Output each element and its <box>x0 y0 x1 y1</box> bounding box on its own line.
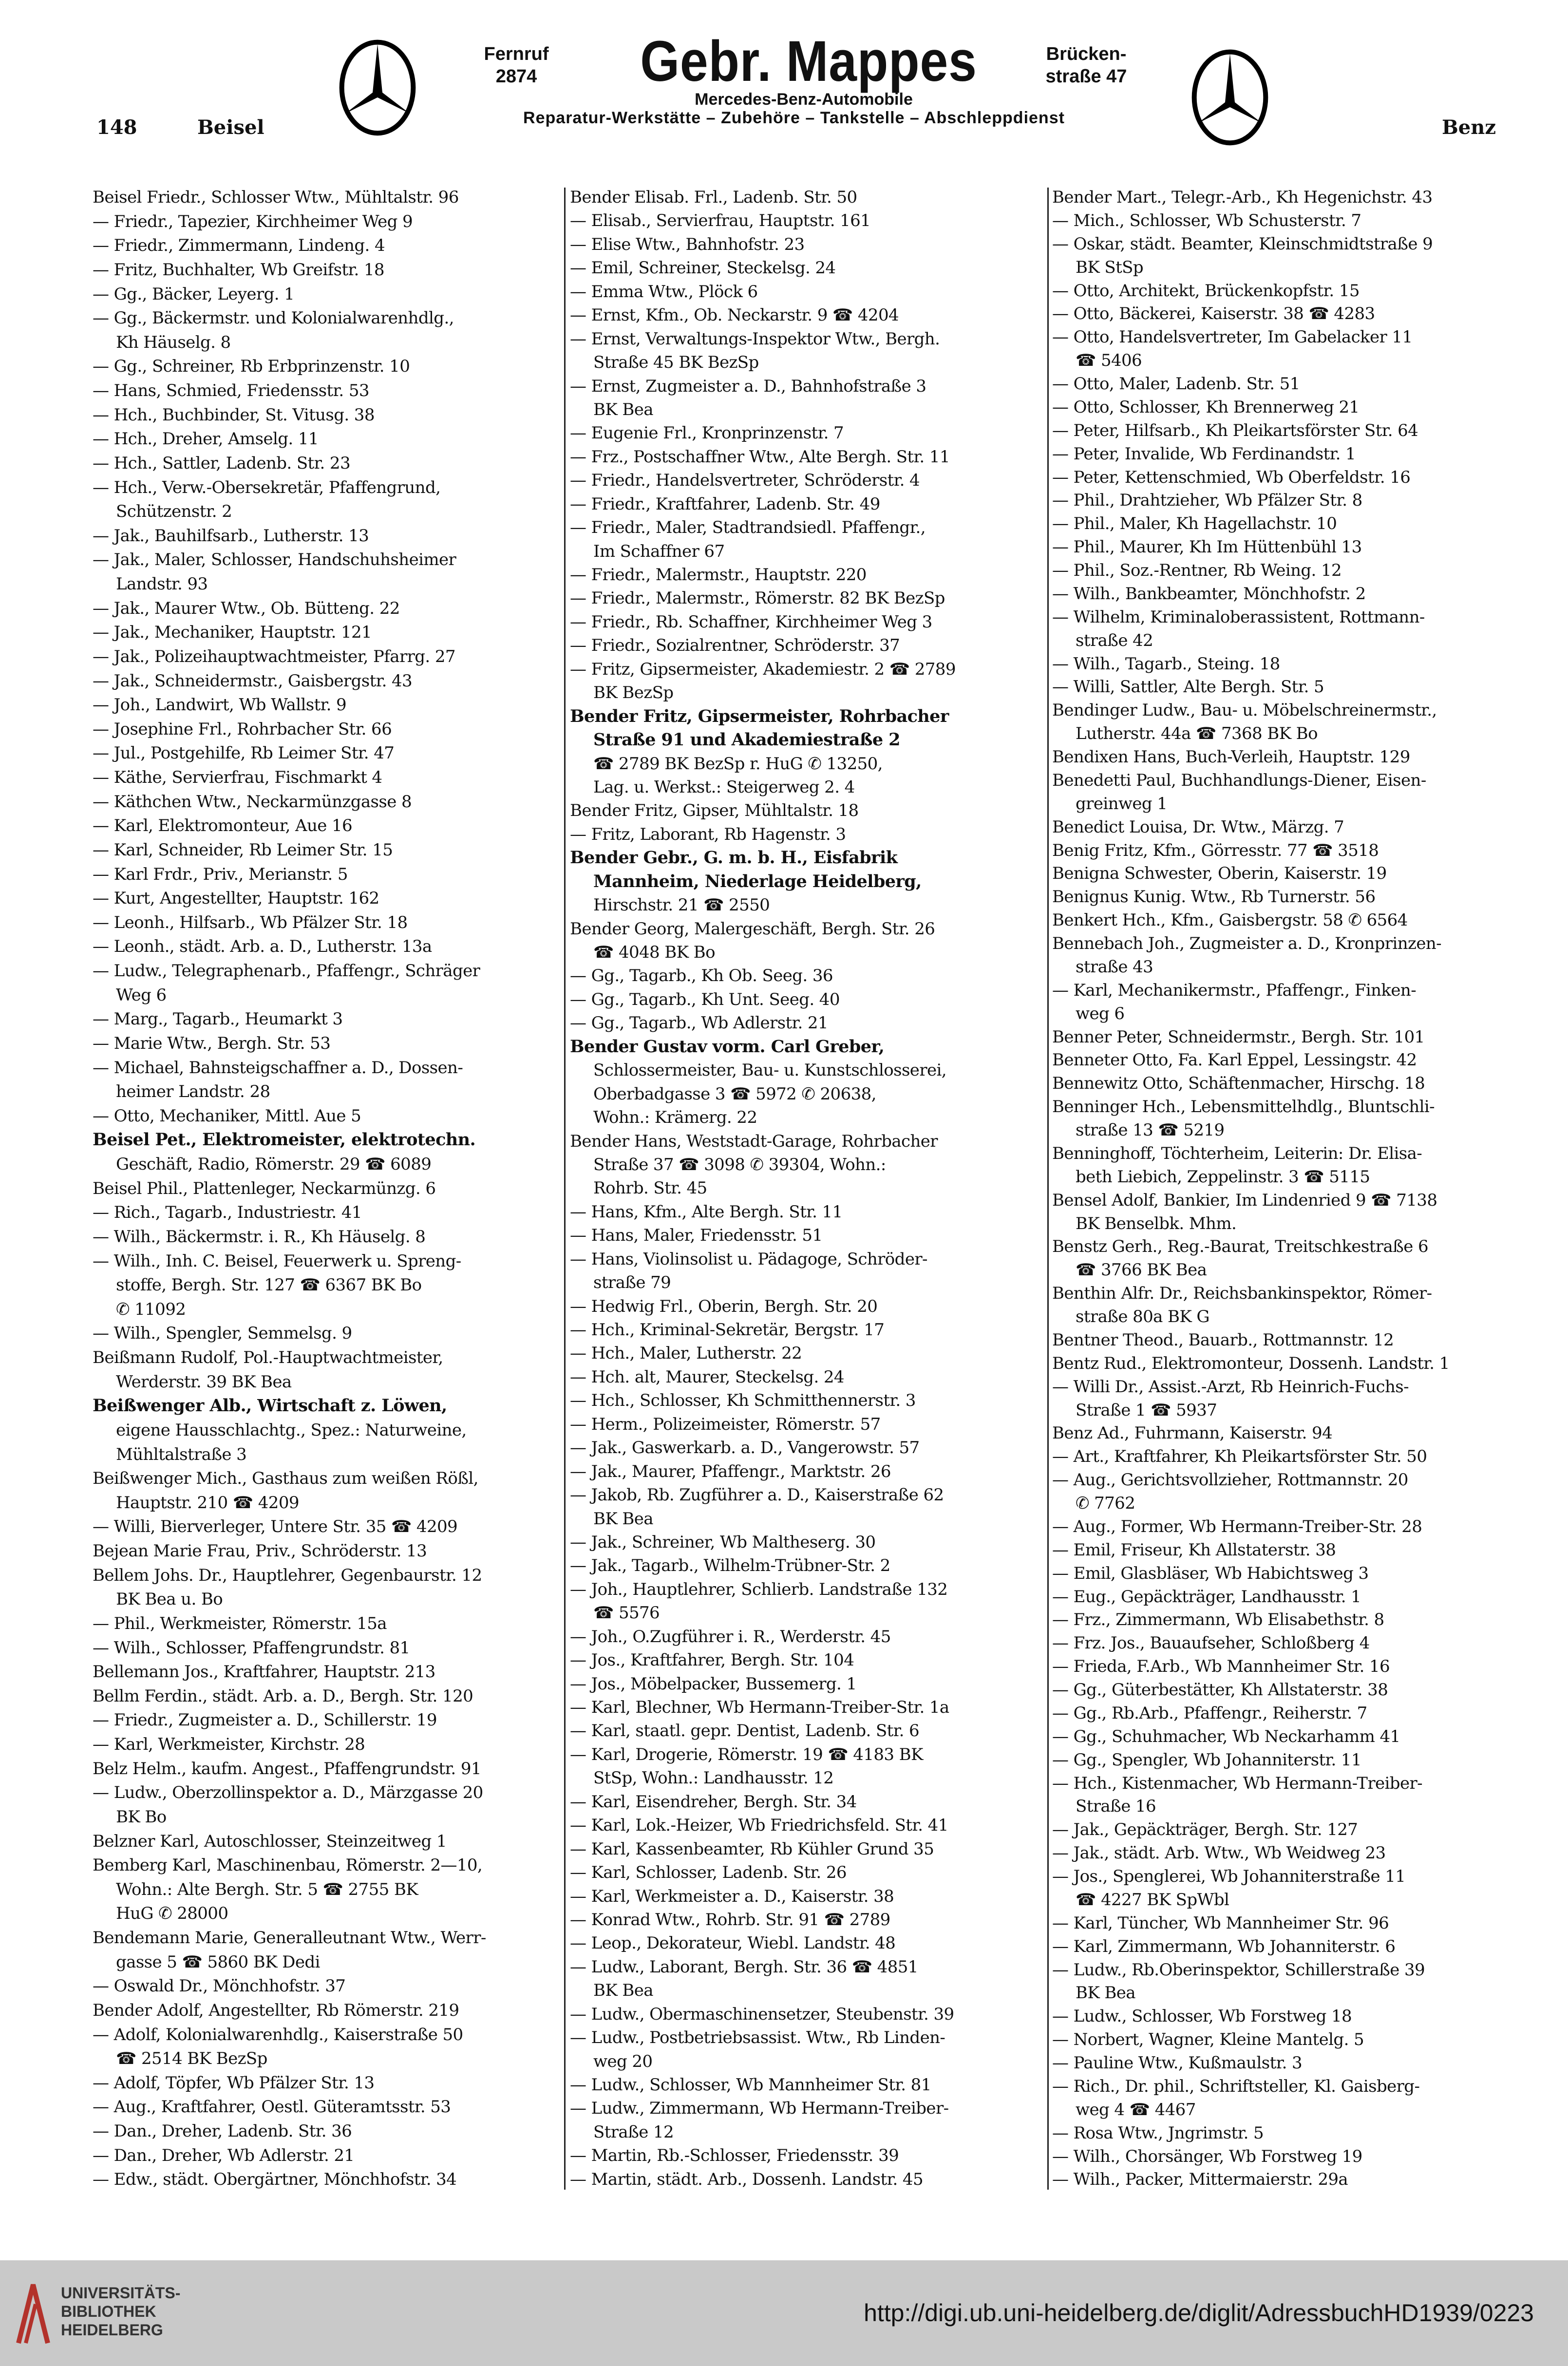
directory-entry-line: — Karl, Lok.-Heizer, Wb Friedrichsfeld. Str. 41 <box>570 1816 948 1836</box>
directory-entry-line: Bender Fritz, Gipser, Mühltalstr. 18 <box>570 801 859 821</box>
directory-entry-line: Straße 45 BK BezSp <box>593 353 759 373</box>
directory-entry-line: — Jak., Schreiner, Wb Maltheserg. 30 <box>570 1532 876 1552</box>
directory-entry-line: beth Liebich, Zeppelinstr. 3 ☎ 5115 <box>1076 1167 1370 1187</box>
directory-entry-line: Landstr. 93 <box>116 574 208 594</box>
directory-entry-line: — Hedwig Frl., Oberin, Bergh. Str. 20 <box>570 1296 878 1316</box>
directory-entry-line: — Fritz, Gipsermeister, Akademiestr. 2 ☎ 2789 <box>570 659 956 679</box>
directory-entry-line: — Hans, Violinsolist u. Pädagoge, Schröder- <box>570 1249 927 1269</box>
directory-entry-line: — Emma Wtw., Plöck 6 <box>570 282 758 302</box>
directory-entry-line: — Hans, Schmied, Friedensstr. 53 <box>93 381 369 400</box>
directory-entry-line: — Friedr., Rb. Schaffner, Kirchheimer Weg 3 <box>570 612 932 632</box>
directory-entry-line: — Martin, städt. Arb., Dossenh. Landstr. 45 <box>570 2169 923 2189</box>
directory-entry-line: — Phil., Werkmeister, Römerstr. 15a <box>93 1613 387 1633</box>
directory-entry-line: — Hch., Sattler, Ladenb. Str. 23 <box>93 453 351 473</box>
directory-entry-line: — Jak., Maler, Schlosser, Handschuhsheimer <box>93 550 456 570</box>
directory-entry-line: Benedict Louisa, Dr. Wtw., Märzg. 7 <box>1052 817 1344 837</box>
directory-entry-line: — Wilh., Bäckermstr. i. R., Kh Häuselg. 8 <box>93 1227 426 1247</box>
directory-entry-line: — Hch., Dreher, Amselg. 11 <box>93 429 319 449</box>
directory-entry-line: — Gg., Tagarb., Kh Ob. Seeg. 36 <box>570 966 833 986</box>
directory-entry-line: Wohn.: Alte Bergh. Str. 5 ☎ 2755 BK <box>116 1879 418 1899</box>
directory-entry-line: — Wilh., Inh. C. Beisel, Feuerwerk u. Spreng- <box>93 1251 461 1271</box>
directory-entry-line: — Emil, Glasbläser, Wb Habichtsweg 3 <box>1052 1563 1369 1583</box>
column-divider <box>564 188 566 2190</box>
footer-bar <box>0 2260 1568 2366</box>
directory-entry-line: — Wilh., Schlosser, Pfaffengrundstr. 81 <box>93 1638 410 1658</box>
directory-entry-line: — Mich., Schlosser, Wb Schusterstr. 7 <box>1052 210 1361 230</box>
directory-entry-line: BK StSp <box>1076 257 1144 277</box>
directory-entry-line: — Emil, Schreiner, Steckelsg. 24 <box>570 258 836 278</box>
directory-entry-line: — Adolf, Töpfer, Wb Pfälzer Str. 13 <box>93 2073 375 2093</box>
directory-entry-line: gasse 5 ☎ 5860 BK Dedi <box>116 1952 320 1972</box>
ad-phone-label: Fernruf <box>484 44 549 64</box>
directory-entry-line: Werderstr. 39 BK Bea <box>116 1372 292 1392</box>
directory-entry-line: Bentner Theod., Bauarb., Rottmannstr. 12 <box>1052 1330 1394 1350</box>
directory-entry-line: — Gg., Spengler, Wb Johanniterstr. 11 <box>1052 1750 1361 1770</box>
directory-entry-line: Bendixen Hans, Buch-Verleih, Hauptstr. 129 <box>1052 747 1410 767</box>
directory-column-3 <box>1052 188 1525 2190</box>
directory-entry-line: Lag. u. Werkst.: Steigerweg 2. 4 <box>593 777 855 797</box>
directory-entry-line: — Aug., Gerichtsvollzieher, Rottmannstr. 20 <box>1052 1470 1408 1490</box>
directory-entry-line: — Dan., Dreher, Ladenb. Str. 36 <box>93 2121 352 2141</box>
directory-entry-line: — Ludw., Oberzollinspektor a. D., Märzgasse 20 <box>93 1783 483 1803</box>
directory-entry-line: ✆ 11092 <box>116 1299 186 1319</box>
directory-entry-line: Straße 16 <box>1076 1797 1156 1817</box>
directory-entry-line: Mühltalstraße 3 <box>116 1444 247 1464</box>
directory-entry-line: Bender Georg, Malergeschäft, Bergh. Str. 26 <box>570 919 935 939</box>
directory-entry-line: BK Bea <box>1076 1983 1135 2003</box>
directory-entry-line: Beisel Pet., Elektromeister, elektrotechn. <box>93 1130 476 1150</box>
directory-entry-line: — Fritz, Laborant, Rb Hagenstr. 3 <box>570 824 846 844</box>
directory-entry-line: — Norbert, Wagner, Kleine Mantelg. 5 <box>1052 2030 1364 2050</box>
directory-entry-line: — Hch. alt, Maurer, Steckelsg. 24 <box>570 1367 844 1387</box>
directory-entry-line: Benneter Otto, Fa. Karl Eppel, Lessingstr. 42 <box>1052 1050 1417 1070</box>
directory-entry-line: HuG ✆ 28000 <box>116 1904 228 1924</box>
directory-entry-line: — Phil., Maurer, Kh Im Hüttenbühl 13 <box>1052 537 1362 557</box>
ad-services: Reparatur-Werkstätte – Zubehöre – Tankstelle – Abschleppdienst <box>523 109 1065 127</box>
directory-entry-line: StSp, Wohn.: Landhausstr. 12 <box>593 1768 834 1788</box>
directory-entry-line: — Jos., Möbelpacker, Bussemerg. 1 <box>570 1674 857 1694</box>
directory-entry-line: weg 6 <box>1076 1003 1125 1023</box>
directory-entry-line: — Karl, Mechanikermstr., Pfaffengr., Finken- <box>1052 980 1417 1000</box>
directory-entry-line: — Gg., Tagarb., Wb Adlerstr. 21 <box>570 1013 828 1033</box>
directory-entry-line: ☎ 4227 BK SpWbl <box>1076 1890 1229 1910</box>
directory-entry-line: — Willi, Bierverleger, Untere Str. 35 ☎ 4209 <box>93 1517 458 1537</box>
running-head-last: Benz <box>1442 116 1496 139</box>
directory-entry-line: — Jak., Maurer, Pfaffengr., Marktstr. 26 <box>570 1461 891 1481</box>
directory-entry-line: — Otto, Maler, Ladenb. Str. 51 <box>1052 374 1300 394</box>
directory-entry-line: Beißmann Rudolf, Pol.-Hauptwachtmeister, <box>93 1348 443 1367</box>
directory-entry-line: Benedetti Paul, Buchhandlungs-Diener, Eisen- <box>1052 770 1426 790</box>
directory-entry-line: — Karl, Schlosser, Ladenb. Str. 26 <box>570 1863 847 1883</box>
directory-entry-line: — Friedr., Sozialrentner, Schröderstr. 37 <box>570 636 900 656</box>
directory-entry-line: ☎ 2514 BK BezSp <box>116 2049 267 2069</box>
directory-entry-line: Bemberg Karl, Maschinenbau, Römerstr. 2—10, <box>93 1855 483 1875</box>
directory-entry-line: BK Bea <box>593 399 653 419</box>
directory-entry-line: Benninger Hch., Lebensmittelhdlg., Bluntschli- <box>1052 1097 1435 1117</box>
directory-entry-line: Beißwenger Alb., Wirtschaft z. Löwen, <box>93 1396 447 1416</box>
directory-entry-line: ☎ 3766 BK Bea <box>1076 1260 1207 1280</box>
directory-entry-line: — Friedr., Tapezier, Kirchheimer Weg 9 <box>93 211 413 231</box>
directory-entry-line: Benninghoff, Töchterheim, Leiterin: Dr. Elisa- <box>1052 1143 1422 1163</box>
column-divider <box>1047 188 1049 2190</box>
directory-entry-line: weg 4 ☎ 4467 <box>1076 2100 1196 2120</box>
directory-entry-line: Bender Mart., Telegr.-Arb., Kh Hegenichstr. 43 <box>1052 188 1433 207</box>
directory-entry-line: Weg 6 <box>116 985 167 1005</box>
directory-entry-line: Benkert Hch., Kfm., Gaisbergstr. 58 ✆ 6564 <box>1052 910 1408 930</box>
directory-entry-line: — Gg., Rb.Arb., Pfaffengr., Reiherstr. 7 <box>1052 1703 1367 1723</box>
directory-entry-line: Benz Ad., Fuhrmann, Kaiserstr. 94 <box>1052 1423 1333 1443</box>
directory-entry-line: — Jos., Spenglerei, Wb Johanniterstraße 11 <box>1052 1867 1406 1886</box>
directory-entry-line: — Gg., Schuhmacher, Wb Neckarhamm 41 <box>1052 1726 1400 1746</box>
directory-entry-line: Bendemann Marie, Generalleutnant Wtw., Werr- <box>93 1928 486 1948</box>
directory-entry-line: — Ludw., Telegraphenarb., Pfaffengr., Schräger <box>93 961 480 981</box>
directory-entry-line: — Dan., Dreher, Wb Adlerstr. 21 <box>93 2145 355 2165</box>
directory-entry-line: — Jul., Postgehilfe, Rb Leimer Str. 47 <box>93 743 395 763</box>
directory-entry-line: — Edw., städt. Obergärtner, Mönchhofstr. 34 <box>93 2170 457 2190</box>
directory-entry-line: — Joh., O.Zugführer i. R., Werderstr. 45 <box>570 1627 891 1647</box>
directory-entry-line: — Karl, staatl. gepr. Dentist, Ladenb. Str. 6 <box>570 1721 920 1741</box>
directory-entry-line: — Elise Wtw., Bahnhofstr. 23 <box>570 234 805 254</box>
directory-entry-line: — Willi, Sattler, Alte Bergh. Str. 5 <box>1052 677 1324 697</box>
ad-phone-number: 2874 <box>495 66 537 87</box>
directory-entry-line: weg 20 <box>593 2051 653 2071</box>
directory-entry-line: — Karl Frdr., Priv., Merianstr. 5 <box>93 864 348 884</box>
directory-entry-line: — Hch., Schlosser, Kh Schmitthennerstr. 3 <box>570 1391 916 1411</box>
directory-entry-line: Bennebach Joh., Zugmeister a. D., Kronprinzen- <box>1052 934 1442 953</box>
directory-entry-line: — Leop., Dekorateur, Wiebl. Landstr. 48 <box>570 1933 896 1953</box>
directory-entry-line: Belzner Karl, Autoschlosser, Steinzeitweg 1 <box>93 1831 447 1851</box>
directory-entry-line: — Rich., Tagarb., Industriestr. 41 <box>93 1203 362 1223</box>
directory-entry-line: — Joh., Landwirt, Wb Wallstr. 9 <box>93 695 347 715</box>
directory-entry-line: Bellem Johs. Dr., Hauptlehrer, Gegenbaurstr. 12 <box>93 1565 482 1585</box>
directory-entry-line: — Wilhelm, Kriminaloberassistent, Rottmann- <box>1052 607 1425 627</box>
directory-entry-line: ☎ 5576 <box>593 1603 660 1623</box>
directory-entry-line: — Adolf, Kolonialwarenhdlg., Kaiserstraße 50 <box>93 2025 463 2044</box>
directory-entry-line: — Karl, Tüncher, Wb Mannheimer Str. 96 <box>1052 1913 1389 1933</box>
directory-entry-line: — Rich., Dr. phil., Schriftsteller, Kl. Gaisberg- <box>1052 2076 1420 2096</box>
directory-entry-line: — Ludw., Schlosser, Wb Mannheimer Str. 81 <box>570 2075 931 2095</box>
directory-entry-line: — Friedr., Zugmeister a. D., Schillerstr. 19 <box>93 1710 437 1730</box>
directory-entry-line: greinweg 1 <box>1076 794 1168 814</box>
directory-entry-line: — Leonh., städt. Arb. a. D., Lutherstr. 13a <box>93 937 432 957</box>
directory-entry-line: — Jos., Kraftfahrer, Bergh. Str. 104 <box>570 1650 854 1670</box>
directory-entry-line: Bensel Adolf, Bankier, Im Lindenried 9 ☎ 7138 <box>1052 1190 1437 1210</box>
directory-entry-line: — Käthchen Wtw., Neckarmünzgasse 8 <box>93 792 412 812</box>
directory-entry-line: — Kurt, Angestellter, Hauptstr. 162 <box>93 889 379 909</box>
library-logo-icon <box>14 2275 53 2348</box>
library-name <box>61 2284 180 2339</box>
directory-entry-line: — Hans, Maler, Friedensstr. 51 <box>570 1226 823 1246</box>
directory-entry-line: — Wilh., Spengler, Semmelsg. 9 <box>93 1324 352 1344</box>
directory-entry-line: — Konrad Wtw., Rohrb. Str. 91 ☎ 2789 <box>570 1910 890 1930</box>
directory-entry-line: BK Benselbk. Mhm. <box>1076 1213 1237 1233</box>
directory-entry-line: — Jak., Maurer Wtw., Ob. Bütteng. 22 <box>93 598 400 618</box>
directory-entry-line: straße 79 <box>593 1273 671 1293</box>
directory-entry-line: Oberbadgasse 3 ☎ 5972 ✆ 20638, <box>593 1084 876 1104</box>
directory-entry-line: — Hch., Maler, Lutherstr. 22 <box>570 1344 802 1363</box>
directory-entry-line: Bellm Ferdin., städt. Arb. a. D., Bergh. Str. 120 <box>93 1686 473 1706</box>
directory-entry-line: — Peter, Kettenschmied, Wb Oberfeldstr. 16 <box>1052 467 1411 487</box>
directory-entry-line: — Joh., Hauptlehrer, Schlierb. Landstraße 132 <box>570 1579 948 1599</box>
ad-phone <box>468 43 565 88</box>
directory-entry-line: — Josephine Frl., Rohrbacher Str. 66 <box>93 719 392 739</box>
directory-entry-line: Bentz Rud., Elektromonteur, Dossenh. Landstr. 1 <box>1052 1353 1450 1373</box>
directory-entry-line: — Jak., städt. Arb. Wtw., Wb Weidweg 23 <box>1052 1843 1386 1863</box>
directory-entry-line: BK BezSp <box>593 683 674 703</box>
directory-entry-line: Bendinger Ludw., Bau- u. Möbelschreinermstr., <box>1052 700 1437 720</box>
directory-entry-line: — Jak., Polizeihauptwachtmeister, Pfarrg. 27 <box>93 646 455 666</box>
directory-entry-line: — Martin, Rb.-Schlosser, Friedensstr. 39 <box>570 2146 899 2166</box>
directory-entry-line: — Ludw., Postbetriebsassist. Wtw., Rb Linden- <box>570 2028 945 2048</box>
directory-entry-line: — Marg., Tagarb., Heumarkt 3 <box>93 1009 343 1029</box>
directory-entry-line: — Otto, Mechaniker, Mittl. Aue 5 <box>93 1106 361 1126</box>
directory-entry-line: — Art., Kraftfahrer, Kh Pleikartsförster Str. 50 <box>1052 1447 1427 1467</box>
directory-entry-line: Im Schaffner 67 <box>593 541 725 561</box>
library-name-line: BIBLIOTHEK <box>61 2303 156 2320</box>
directory-entry-line: Benignus Kunig. Wtw., Rb Turnerstr. 56 <box>1052 887 1376 907</box>
directory-entry-line: — Phil., Maler, Kh Hagellachstr. 10 <box>1052 514 1337 534</box>
directory-entry-line: Hauptstr. 210 ☎ 4209 <box>116 1493 299 1513</box>
directory-entry-line: — Karl, Elektromonteur, Aue 16 <box>93 816 353 836</box>
directory-entry-line: Straße 1 ☎ 5937 <box>1076 1400 1217 1420</box>
directory-entry-line: — Frz., Postschaffner Wtw., Alte Bergh. Str. 11 <box>570 447 950 467</box>
directory-entry-line: straße 80a BK G <box>1076 1307 1209 1326</box>
directory-entry-line: Benig Fritz, Kfm., Görresstr. 77 ☎ 3518 <box>1052 840 1379 860</box>
directory-entry-line: Straße 12 <box>593 2122 674 2142</box>
directory-entry-line: Benthin Alfr. Dr., Reichsbankinspektor, Römer- <box>1052 1284 1432 1304</box>
directory-entry-line: — Oskar, städt. Beamter, Kleinschmidtstraße 9 <box>1052 234 1433 254</box>
directory-entry-line: — Karl, Eisendreher, Bergh. Str. 34 <box>570 1792 857 1812</box>
directory-entry-line: eigene Hausschlachtg., Spez.: Naturweine, <box>116 1420 467 1440</box>
directory-entry-line: — Friedr., Handelsvertreter, Schröderstr. 4 <box>570 471 920 491</box>
directory-entry-line: Schützenstr. 2 <box>116 502 232 522</box>
directory-entry-line: — Eug., Gepäckträger, Landhausstr. 1 <box>1052 1587 1361 1607</box>
directory-entry-line: — Wilh., Tagarb., Steing. 18 <box>1052 654 1280 674</box>
directory-entry-line: straße 43 <box>1076 957 1153 977</box>
directory-entry-line: — Friedr., Malermstr., Römerstr. 82 BK BezSp <box>570 588 945 608</box>
directory-entry-line: — Frieda, F.Arb., Wb Mannheimer Str. 16 <box>1052 1657 1390 1677</box>
directory-entry-line: Bender Adolf, Angestellter, Rb Römerstr. 219 <box>93 2000 459 2020</box>
directory-entry-line: — Jak., Gaswerkarb. a. D., Vangerowstr. 57 <box>570 1438 920 1458</box>
directory-entry-line: Beisel Friedr., Schlosser Wtw., Mühltalstr. 96 <box>93 188 459 207</box>
directory-entry-line: — Aug., Kraftfahrer, Oestl. Güteramtsstr. 53 <box>93 2097 451 2117</box>
directory-entry-line: — Karl, Drogerie, Römerstr. 19 ☎ 4183 BK <box>570 1744 923 1764</box>
directory-entry-line: Geschäft, Radio, Römerstr. 29 ☎ 6089 <box>116 1155 432 1174</box>
directory-entry-line: — Gg., Güterbestätter, Kh Allstaterstr. 38 <box>1052 1680 1388 1700</box>
directory-entry-line: — Rosa Wtw., Jngrimstr. 5 <box>1052 2123 1264 2143</box>
directory-entry-line: straße 42 <box>1076 630 1153 650</box>
directory-entry-line: — Eugenie Frl., Kronprinzenstr. 7 <box>570 423 844 443</box>
directory-entry-line: — Wilh., Chorsänger, Wb Forstweg 19 <box>1052 2146 1362 2166</box>
directory-entry-line: — Frz. Jos., Bauaufseher, Schloßberg 4 <box>1052 1633 1370 1653</box>
mercedes-star-logo-icon <box>1189 49 1271 146</box>
directory-entry-line: — Hch., Kistenmacher, Wb Hermann-Treiber- <box>1052 1773 1423 1793</box>
directory-entry-line: Bejean Marie Frau, Priv., Schröderstr. 13 <box>93 1541 427 1561</box>
source-url-link[interactable]: http://digi.ub.uni-heidelberg.de/diglit/AdressbuchHD1939/0223 <box>864 2299 1534 2327</box>
mercedes-star-logo-icon <box>336 39 419 136</box>
directory-entry-line: Rohrb. Str. 45 <box>593 1178 707 1198</box>
directory-entry-line: — Peter, Invalide, Wb Ferdinandstr. 1 <box>1052 444 1356 464</box>
ad-address <box>1023 43 1150 88</box>
directory-entry-line: stoffe, Bergh. Str. 127 ☎ 6367 BK Bo <box>116 1275 422 1295</box>
directory-entry-line: — Phil., Soz.-Rentner, Rb Weing. 12 <box>1052 561 1342 580</box>
directory-entry-line: — Karl, Werkmeister a. D., Kaiserstr. 38 <box>570 1886 894 1906</box>
directory-entry-line: Benigna Schwester, Oberin, Kaiserstr. 19 <box>1052 864 1387 884</box>
directory-entry-line: — Karl, Kassenbeamter, Rb Kühler Grund 35 <box>570 1839 934 1859</box>
directory-entry-line: Mannheim, Niederlage Heidelberg, <box>593 871 922 891</box>
directory-entry-line: — Ludw., Zimmermann, Wb Hermann-Treiber- <box>570 2099 949 2119</box>
directory-entry-line: — Ernst, Kfm., Ob. Neckarstr. 9 ☎ 4204 <box>570 305 899 325</box>
directory-entry-line: — Karl, Werkmeister, Kirchstr. 28 <box>93 1735 365 1754</box>
directory-column-1 <box>93 188 560 2190</box>
directory-entry-line: — Jak., Gepäckträger, Bergh. Str. 127 <box>1052 1820 1358 1840</box>
directory-entry-line: Bender Elisab. Frl., Ladenb. Str. 50 <box>570 188 857 207</box>
directory-entry-line: — Jak., Mechaniker, Hauptstr. 121 <box>93 623 372 643</box>
directory-entry-line: Bellemann Jos., Kraftfahrer, Hauptstr. 213 <box>93 1662 435 1682</box>
library-name-line: UNIVERSITÄTS- <box>61 2284 181 2302</box>
directory-entry-line: — Hans, Kfm., Alte Bergh. Str. 11 <box>570 1202 843 1222</box>
directory-entry-line: — Jak., Bauhilfsarb., Lutherstr. 13 <box>93 526 369 546</box>
ad-company-name: Gebr. Mappes <box>640 29 977 94</box>
directory-entry-line: Bender Gebr., G. m. b. H., Eisfabrik <box>570 848 898 868</box>
page-number: 148 <box>96 116 137 139</box>
directory-entry-line: — Pauline Wtw., Kußmaulstr. 3 <box>1052 2053 1303 2073</box>
directory-entry-line: — Karl, Zimmermann, Wb Johanniterstr. 6 <box>1052 1936 1396 1956</box>
directory-entry-line: — Jak., Schneidermstr., Gaisbergstr. 43 <box>93 671 413 691</box>
directory-entry-line: — Peter, Hilfsarb., Kh Pleikartsförster Str. 64 <box>1052 420 1418 440</box>
directory-column-2 <box>570 188 1045 2190</box>
running-head-first: Beisel <box>197 116 264 139</box>
directory-entry-line: — Jakob, Rb. Zugführer a. D., Kaiserstraße 62 <box>570 1485 944 1505</box>
directory-entry-line: — Wilh., Bankbeamter, Mönchhofstr. 2 <box>1052 584 1366 604</box>
directory-entry-line: Beißwenger Mich., Gasthaus zum weißen Rößl, <box>93 1469 478 1489</box>
directory-entry-line: — Aug., Former, Wb Hermann-Treiber-Str. 28 <box>1052 1516 1422 1536</box>
directory-entry-line: — Karl, Blechner, Wb Hermann-Treiber-Str. 1a <box>570 1698 949 1717</box>
directory-entry-line: — Emil, Friseur, Kh Allstaterstr. 38 <box>1052 1540 1336 1560</box>
directory-entry-line: Hirschstr. 21 ☎ 2550 <box>593 895 770 915</box>
directory-entry-line: Bennewitz Otto, Schäftenmacher, Hirschg. 18 <box>1052 1074 1425 1094</box>
directory-entry-line: Belz Helm., kaufm. Angest., Pfaffengrundstr. 91 <box>93 1759 481 1779</box>
directory-entry-line: — Friedr., Kraftfahrer, Ladenb. Str. 49 <box>570 494 880 514</box>
directory-entry-line: — Ludw., Obermaschinensetzer, Steubenstr. 39 <box>570 2004 954 2024</box>
directory-entry-line: — Otto, Bäckerei, Kaiserstr. 38 ☎ 4283 <box>1052 304 1375 324</box>
ad-tagline: Mercedes-Benz-Automobile <box>695 90 913 109</box>
directory-entry-line: — Michael, Bahnsteigschaffner a. D., Dossen- <box>93 1058 463 1078</box>
directory-entry-line: — Friedr., Malermstr., Hauptstr. 220 <box>570 565 867 585</box>
directory-entry-line: — Gg., Bäcker, Leyerg. 1 <box>93 284 295 304</box>
directory-entry-line: — Oswald Dr., Mönchhofstr. 37 <box>93 1976 346 1996</box>
directory-entry-line: ✆ 7762 <box>1076 1494 1135 1513</box>
directory-entry-line: — Frz., Zimmermann, Wb Elisabethstr. 8 <box>1052 1610 1384 1630</box>
directory-entry-line: Beisel Phil., Plattenleger, Neckarmünzg. 6 <box>93 1178 436 1198</box>
directory-entry-line: — Elisab., Servierfrau, Hauptstr. 161 <box>570 211 871 231</box>
directory-entry-line: BK Bea u. Bo <box>116 1590 223 1609</box>
directory-entry-line: — Hch., Buchbinder, St. Vitusg. 38 <box>93 405 375 425</box>
directory-entry-line: — Herm., Polizeimeister, Römerstr. 57 <box>570 1414 881 1434</box>
directory-entry-line: — Ludw., Rb.Oberinspektor, Schillerstraße 39 <box>1052 1960 1425 1980</box>
directory-entry-line: — Fritz, Buchhalter, Wb Greifstr. 18 <box>93 260 384 280</box>
directory-entry-line: — Willi Dr., Assist.-Arzt, Rb Heinrich-Fuchs- <box>1052 1377 1409 1397</box>
directory-entry-line: — Karl, Schneider, Rb Leimer Str. 15 <box>93 840 393 860</box>
directory-entry-line: ☎ 4048 BK Bo <box>593 943 715 962</box>
directory-entry-line: — Gg., Schreiner, Rb Erbprinzenstr. 10 <box>93 357 410 377</box>
directory-entry-line: ☎ 2789 BK BezSp r. HuG ✆ 13250, <box>593 754 883 774</box>
directory-entry-line: Straße 91 und Akademiestraße 2 <box>593 730 900 750</box>
directory-entry-line: — Otto, Schlosser, Kh Brennerweg 21 <box>1052 397 1360 417</box>
directory-entry-line: Bender Hans, Weststadt-Garage, Rohrbacher <box>570 1131 938 1151</box>
directory-entry-line: — Hch., Kriminal-Sekretär, Bergstr. 17 <box>570 1320 885 1340</box>
directory-entry-line: Benner Peter, Schneidermstr., Bergh. Str. 101 <box>1052 1027 1425 1047</box>
directory-entry-line: heimer Landstr. 28 <box>116 1082 270 1102</box>
directory-entry-line: — Gg., Bäckermstr. und Kolonialwarenhdlg., <box>93 308 454 328</box>
directory-entry-line: ☎ 5406 <box>1076 351 1142 371</box>
directory-entry-line: Schlossermeister, Bau- u. Kunstschlosserei, <box>593 1060 946 1080</box>
directory-entry-line: — Otto, Architekt, Brückenkopfstr. 15 <box>1052 281 1360 301</box>
directory-entry-line: — Leonh., Hilfsarb., Wb Pfälzer Str. 18 <box>93 912 408 932</box>
directory-entry-line: Bender Fritz, Gipsermeister, Rohrbacher <box>570 706 949 726</box>
library-name-line: HEIDELBERG <box>61 2321 163 2339</box>
directory-entry-line: — Hch., Verw.-Obersekretär, Pfaffengrund, <box>93 477 441 497</box>
directory-entry-line: — Ludw., Laborant, Bergh. Str. 36 ☎ 4851 <box>570 1957 918 1977</box>
directory-entry-line: — Phil., Drahtzieher, Wb Pfälzer Str. 8 <box>1052 491 1362 511</box>
directory-entry-line: straße 13 ☎ 5219 <box>1076 1120 1225 1140</box>
directory-entry-line: — Jak., Tagarb., Wilhelm-Trübner-Str. 2 <box>570 1556 890 1576</box>
directory-entry-line: — Friedr., Zimmermann, Lindeng. 4 <box>93 236 385 256</box>
directory-entry-line: Benstz Gerh., Reg.-Baurat, Treitschkestraße 6 <box>1052 1237 1429 1257</box>
directory-entry-line: — Ernst, Verwaltungs-Inspektor Wtw., Bergh. <box>570 329 940 349</box>
directory-entry-line: — Wilh., Packer, Mittermaierstr. 29a <box>1052 2170 1348 2190</box>
directory-entry-line: — Käthe, Servierfrau, Fischmarkt 4 <box>93 768 382 787</box>
ad-address-line1: Brücken- <box>1046 44 1127 64</box>
directory-entry-line: BK Bo <box>116 1807 167 1827</box>
directory-entry-line: BK Bea <box>593 1981 653 2001</box>
directory-entry-line: Wohn.: Krämerg. 22 <box>593 1108 757 1128</box>
directory-entry-line: Bender Gustav vorm. Carl Greber, <box>570 1037 885 1057</box>
directory-entry-line: Straße 37 ☎ 3098 ✆ 39304, Wohn.: <box>593 1155 886 1174</box>
directory-entry-line: — Marie Wtw., Bergh. Str. 53 <box>93 1033 331 1053</box>
directory-entry-line: — Gg., Tagarb., Kh Unt. Seeg. 40 <box>570 989 840 1009</box>
directory-entry-line: — Ludw., Schlosser, Wb Forstweg 18 <box>1052 2006 1352 2026</box>
directory-entry-line: — Ernst, Zugmeister a. D., Bahnhofstraße 3 <box>570 376 926 396</box>
ad-address-line2: straße 47 <box>1045 66 1127 87</box>
directory-entry-line: Lutherstr. 44a ☎ 7368 BK Bo <box>1076 724 1318 744</box>
directory-entry-line: — Friedr., Maler, Stadtrandsiedl. Pfaffengr., <box>570 518 926 538</box>
directory-entry-line: — Otto, Handelsvertreter, Im Gabelacker 11 <box>1052 327 1413 347</box>
directory-entry-line: BK Bea <box>593 1509 653 1529</box>
directory-entry-line: Kh Häuselg. 8 <box>116 332 231 352</box>
